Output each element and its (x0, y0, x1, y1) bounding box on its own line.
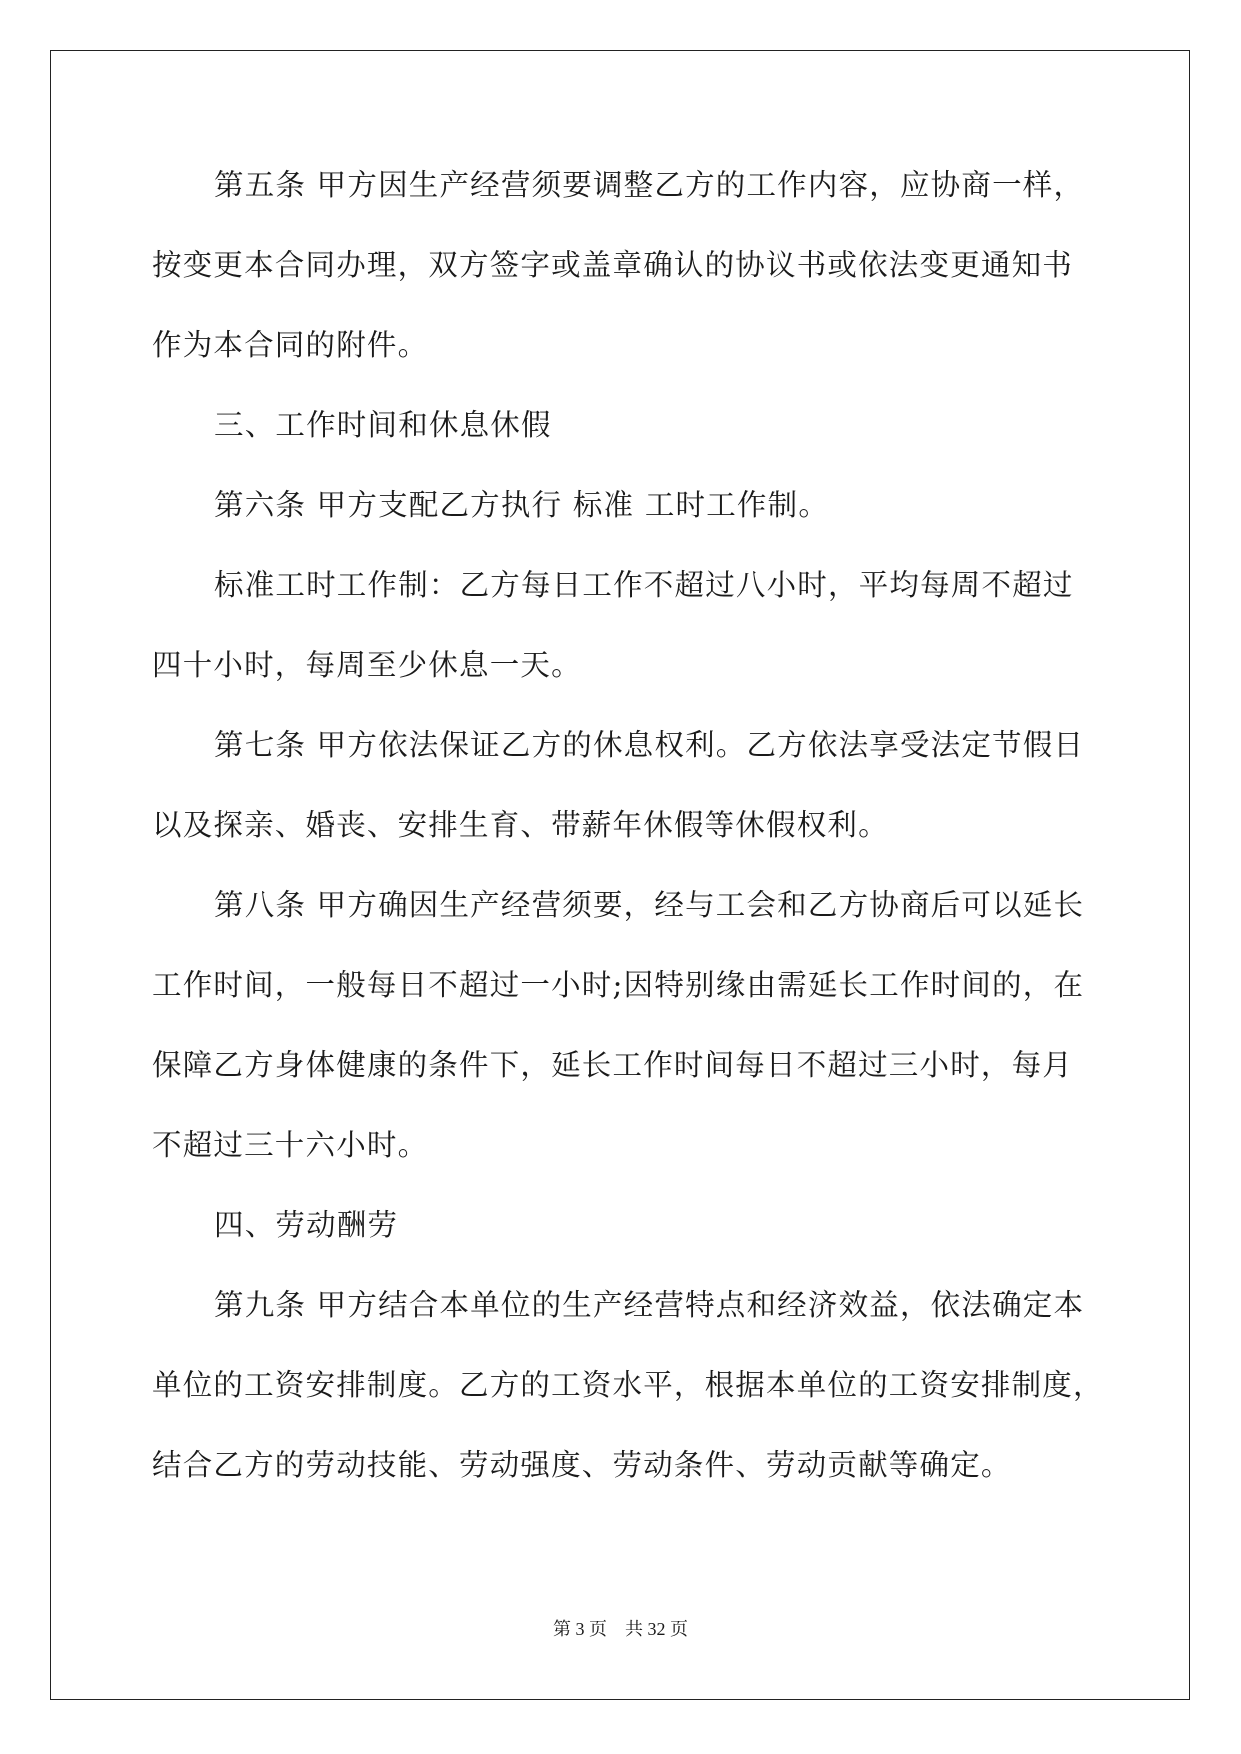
section-heading: 四、劳动酬劳 (214, 1208, 399, 1242)
paragraph-line: 不超过三十六小时。 (152, 1128, 429, 1162)
paragraph-line: 第九条 甲方结合本单位的生产经营特点和经济效益，依法确定本 (214, 1288, 1085, 1322)
paragraph-line: 第七条 甲方依法保证乙方的休息权利。乙方依法享受法定节假日 (214, 728, 1085, 762)
page-footer (0, 1617, 1241, 1641)
paragraph-line: 以及探亲、婚丧、安排生育、带薪年休假等休假权利。 (152, 808, 889, 842)
paragraph-line: 第八条 甲方确因生产经营须要，经与工会和乙方协商后可以延长 (214, 888, 1085, 922)
paragraph-line: 作为本合同的附件。 (152, 328, 429, 362)
paragraph-line: 第五条 甲方因生产经营须要调整乙方的工作内容，应协商一样， (214, 168, 1085, 202)
paragraph-line: 标准工时工作制：乙方每日工作不超过八小时，平均每周不超过 (214, 568, 1074, 602)
paragraph-line: 单位的工资安排制度。乙方的工资水平，根据本单位的工资安排制度， (152, 1368, 1104, 1402)
paragraph-line: 保障乙方身体健康的条件下，延长工作时间每日不超过三小时，每月 (152, 1048, 1074, 1082)
page-number: 第 3 页 (553, 1619, 607, 1639)
paragraph-line: 四十小时，每周至少休息一天。 (152, 648, 582, 682)
page-total: 共 32 页 (625, 1619, 688, 1639)
paragraph-line: 结合乙方的劳动技能、劳动强度、劳动条件、劳动贡献等确定。 (152, 1448, 1012, 1482)
paragraph-line: 工作时间，一般每日不超过一小时;因特别缘由需延长工作时间的，在 (152, 968, 1085, 1002)
section-heading: 三、工作时间和休息休假 (214, 408, 552, 442)
paragraph-line: 第六条 甲方支配乙方执行 标准 工时工作制。 (214, 488, 830, 522)
paragraph-line: 按变更本合同办理，双方签字或盖章确认的协议书或依法变更通知书 (152, 248, 1074, 282)
